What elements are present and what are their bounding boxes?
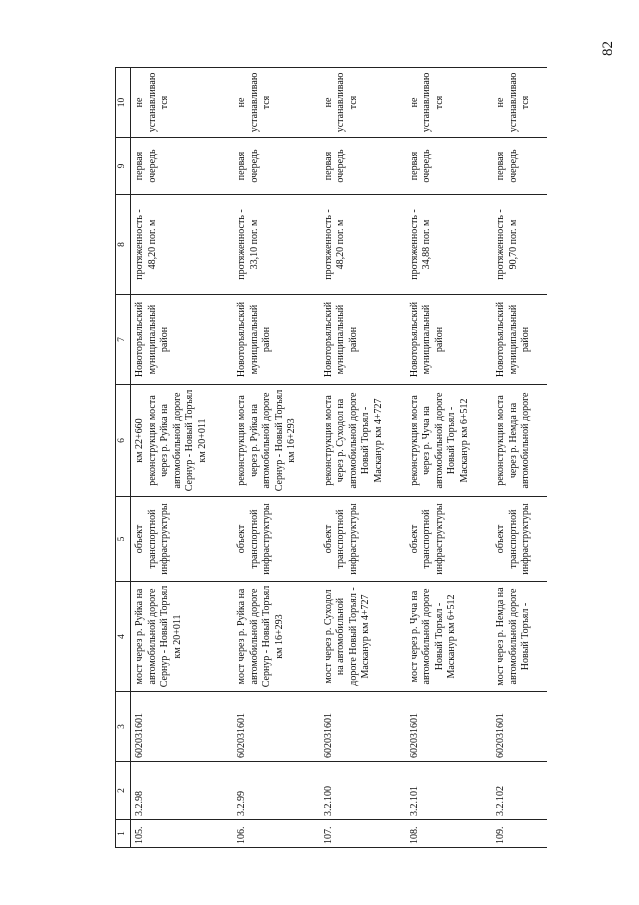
row-code: 3.2.99 bbox=[233, 762, 319, 820]
row-characteristics: протяженность - 48,20 пог. м bbox=[320, 195, 406, 295]
column-number: 4 bbox=[116, 582, 131, 692]
row-oktmo: 602031601 bbox=[492, 692, 547, 762]
row-purpose: реконструкция моста через р. Немда на автомобильной дороге bbox=[492, 385, 547, 497]
row-code: 3.2.102 bbox=[492, 762, 547, 820]
row-characteristics: протяженность - 34,88 пог. м bbox=[406, 195, 492, 295]
row-object-type: объект транспортной инфраструктуры bbox=[131, 497, 234, 582]
row-object-type: объект транспортной инфраструктуры bbox=[492, 497, 547, 582]
row-code: 3.2.101 bbox=[406, 762, 492, 820]
column-number: 10 bbox=[116, 68, 131, 138]
row-object-name: мост через р. Немда на автомобильной дороге Новый Торъял - bbox=[492, 582, 547, 692]
row-location: Новоторъяльский муниципальный район bbox=[233, 295, 319, 385]
row-stage: первая очередь bbox=[320, 138, 406, 195]
objects-table bbox=[115, 67, 547, 848]
table-row bbox=[492, 68, 547, 848]
row-number: 107. bbox=[320, 820, 406, 848]
row-object-type: объект транспортной инфраструктуры bbox=[233, 497, 319, 582]
column-number: 6 bbox=[116, 385, 131, 497]
row-number: 105. bbox=[131, 820, 234, 848]
row-purpose: км 22+660 реконструкция моста через р. Руйка на автомобильной дороге Сернур - Новый Торъял км 20+011 bbox=[131, 385, 234, 497]
rotated-table-container bbox=[115, 68, 547, 848]
row-stage: первая очередь bbox=[131, 138, 234, 195]
column-number: 9 bbox=[116, 138, 131, 195]
row-location: Новоторъяльский муниципальный район bbox=[406, 295, 492, 385]
row-number: 106. bbox=[233, 820, 319, 848]
row-stage: первая очередь bbox=[406, 138, 492, 195]
row-object-name: мост через р. Руйка на автомобильной дороге Сернур - Новый Торъял км 20+011 bbox=[131, 582, 234, 692]
column-number-row bbox=[116, 68, 131, 848]
row-oktmo: 602031601 bbox=[320, 692, 406, 762]
row-number: 109. bbox=[492, 820, 547, 848]
row-zones: не устанавливаются bbox=[492, 68, 547, 138]
row-characteristics: протяженность - 90,70 пог. м bbox=[492, 195, 547, 295]
row-purpose: реконструкция моста через р. Руйка на автомобильной дороге Сернур - Новый Торъял км 16+293 bbox=[233, 385, 319, 497]
row-object-name: мост через р. Суходол на автомобильной дороге Новый Торъял - Маскануp км 4+727 bbox=[320, 582, 406, 692]
table-row bbox=[233, 68, 319, 848]
row-zones: не устанавливаются bbox=[233, 68, 319, 138]
column-number: 8 bbox=[116, 195, 131, 295]
row-stage: первая очередь bbox=[492, 138, 547, 195]
row-oktmo: 602031601 bbox=[406, 692, 492, 762]
page-number: 82 bbox=[600, 41, 616, 56]
row-object-type: объект транспортной инфраструктуры bbox=[406, 497, 492, 582]
row-location: Новоторъяльский муниципальный район bbox=[131, 295, 234, 385]
row-zones: не устанавливаются bbox=[320, 68, 406, 138]
table-row bbox=[320, 68, 406, 848]
row-location: Новоторъяльский муниципальный район bbox=[320, 295, 406, 385]
row-purpose: реконструкция моста через р. Суходол на автомобильной дороге Новый Торъял - Маскануp км 4+727 bbox=[320, 385, 406, 497]
row-characteristics: протяженность - 48,20 пог. м bbox=[131, 195, 234, 295]
column-number: 5 bbox=[116, 497, 131, 582]
column-number: 2 bbox=[116, 762, 131, 820]
row-number: 108. bbox=[406, 820, 492, 848]
row-oktmo: 602031601 bbox=[131, 692, 234, 762]
row-object-name: мост через р. Руйка на автомобильной дороге Сернур - Новый Торъял км 16+293 bbox=[233, 582, 319, 692]
table-row bbox=[131, 68, 234, 848]
row-oktmo: 602031601 bbox=[233, 692, 319, 762]
row-code: 3.2.100 bbox=[320, 762, 406, 820]
column-number: 1 bbox=[116, 820, 131, 848]
row-object-name: мост через р. Чуча на автомобильной дороге Новый Торъял - Маскануp км 6+512 bbox=[406, 582, 492, 692]
row-location: Новоторъяльский муниципальный район bbox=[492, 295, 547, 385]
row-purpose: реконструкция моста через р. Чуча на автомобильной дороге Новый Торъял - Маскануp км 6+512 bbox=[406, 385, 492, 497]
column-number: 7 bbox=[116, 295, 131, 385]
row-object-type: объект транспортной инфраструктуры bbox=[320, 497, 406, 582]
column-number: 3 bbox=[116, 692, 131, 762]
row-code: 3.2.98 bbox=[131, 762, 234, 820]
row-zones: не устанавливаются bbox=[131, 68, 234, 138]
row-stage: первая очередь bbox=[233, 138, 319, 195]
row-characteristics: протяженность - 33,10 пог. м bbox=[233, 195, 319, 295]
table-row bbox=[406, 68, 492, 848]
row-zones: не устанавливаются bbox=[406, 68, 492, 138]
